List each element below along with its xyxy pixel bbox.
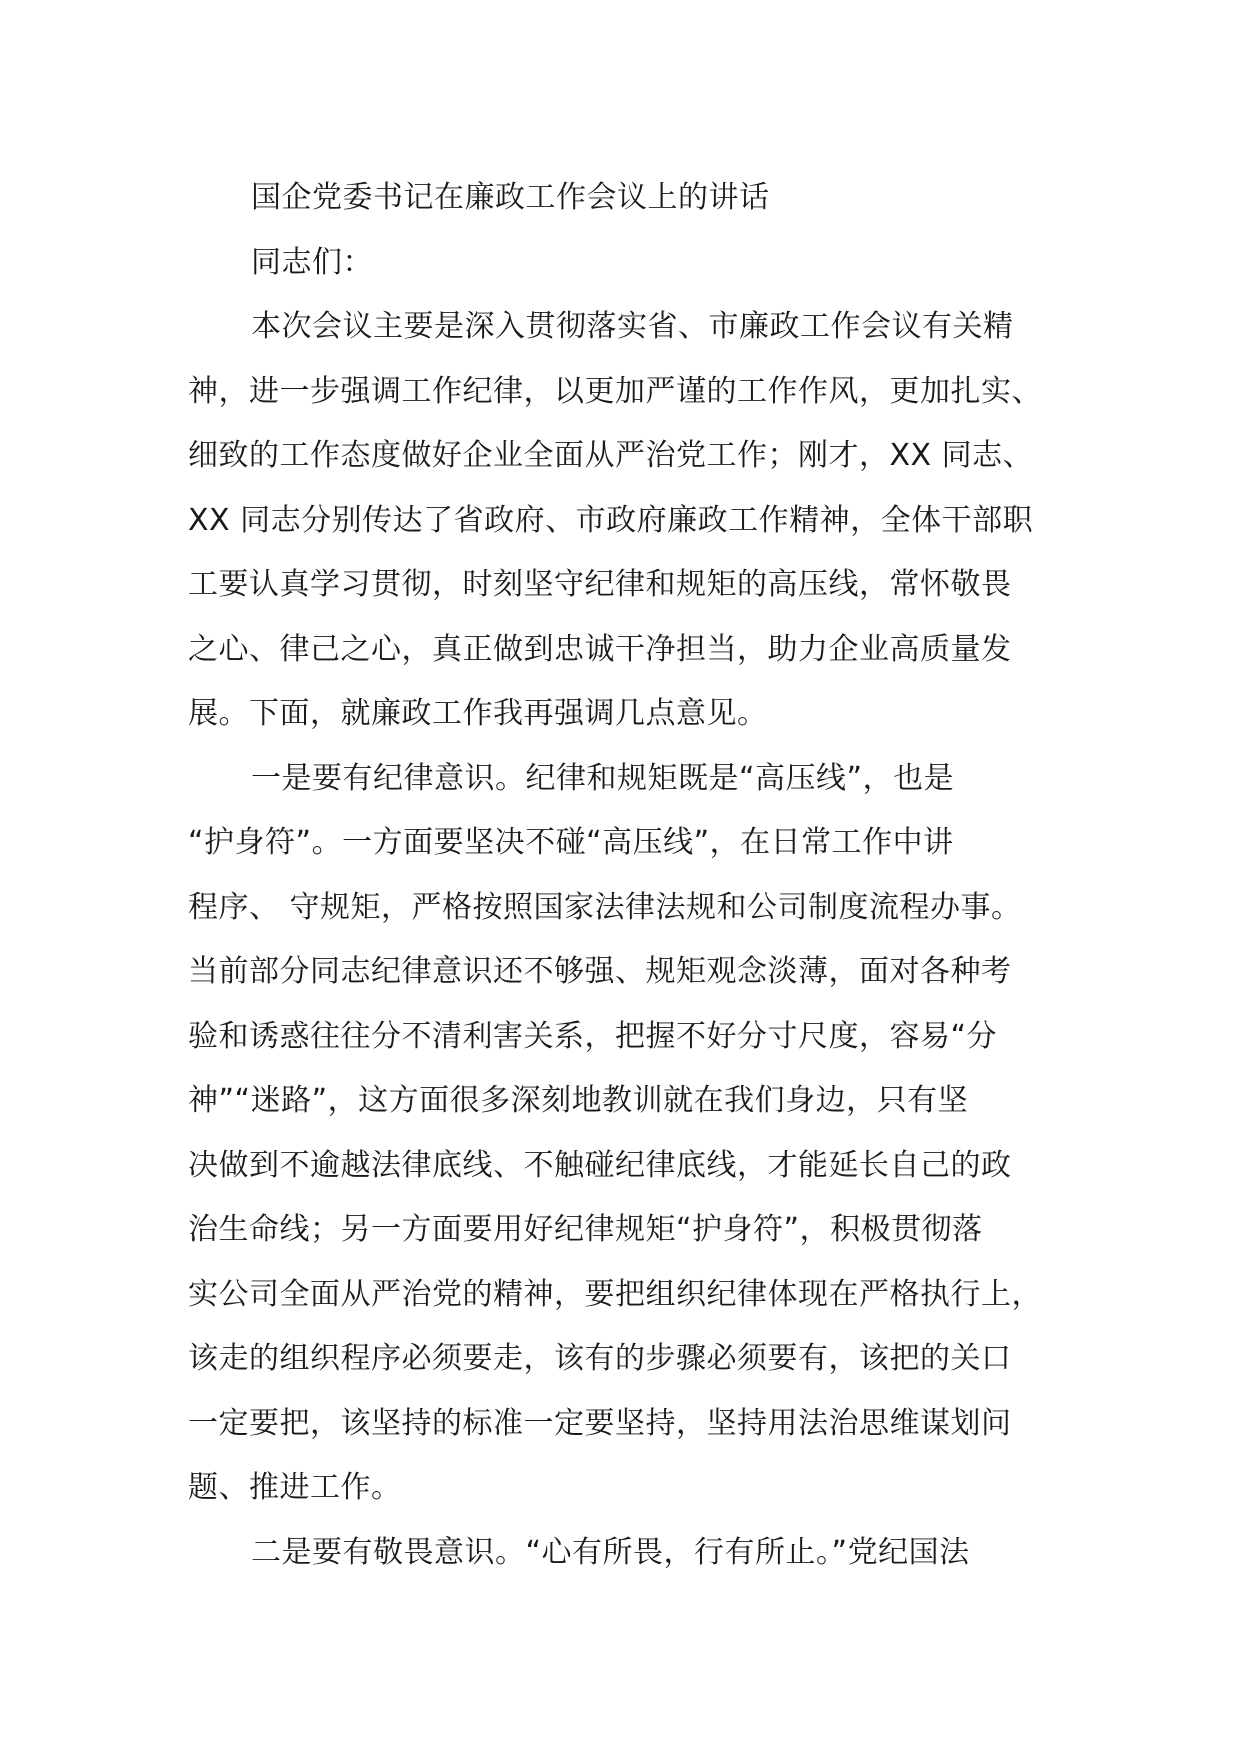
paragraph-line: 神，进一步强调工作纪律，以更加严谨的工作作风，更加扎实、 [188,373,1042,409]
paragraph-line: 展。下面，就廉政工作我再强调几点意见。 [188,696,768,731]
paragraph-line: 二是要有敬畏意识。“心有所畏，行有所止。”党纪国法 [251,1534,970,1570]
paragraph-line: 实公司全面从严治党的精神，要把组织纪律体现在严格执行上， [188,1276,1042,1312]
document-title: 国企党委书记在廉政工作会议上的讲话 [251,180,770,215]
document-body [188,166,1078,1585]
paragraph-line: 细致的工作态度做好企业全面从严治党工作；刚才，XX 同志、 [188,438,1034,473]
paragraph-line: 该走的组织程序必须要走，该有的步骤必须要有，该把的关口 [188,1341,1012,1376]
paragraph-line: 一是要有纪律意识。纪律和规矩既是“高压线”，也是 [251,760,955,796]
paragraph-line: 决做到不逾越法律底线、不触碰纪律底线，才能延长自己的政 [188,1147,1012,1183]
paragraph-line: 本次会议主要是深入贯彻落实省、市廉政工作会议有关精 [251,309,1014,344]
paragraph-line: 治生命线；另一方面要用好纪律规矩“护身符”，积极贯彻落 [188,1212,983,1247]
paragraph-line: 之心、律己之心，真正做到忠诚干净担当，助力企业高质量发 [188,631,1012,667]
paragraph-line: “护身符”。一方面要坚决不碰“高压线”，在日常工作中讲 [188,825,954,860]
paragraph-line: 当前部分同志纪律意识还不够强、规矩观念淡薄，面对各种考 [188,954,1012,989]
paragraph-line: 题、推进工作。 [188,1470,402,1505]
paragraph-line: XX 同志分别传达了省政府、市政府廉政工作精神，全体干部职 [188,502,1034,538]
paragraph-line: 程序、 守规矩，严格按照国家法律法规和公司制度流程办事。 [188,889,1022,925]
paragraph-line: 验和诱惑往往分不清利害关系，把握不好分寸尺度，容易“分 [188,1018,998,1054]
paragraph-line: 一定要把，该坚持的标准一定要坚持，坚持用法治思维谋划问 [188,1405,1012,1441]
salutation: 同志们： [251,244,373,280]
paragraph-line: 工要认真学习贯彻，时刻坚守纪律和规矩的高压线，常怀敬畏 [188,567,1012,602]
paragraph-line: 神”“迷路”，这方面很多深刻地教训就在我们身边，只有坚 [188,1083,969,1118]
